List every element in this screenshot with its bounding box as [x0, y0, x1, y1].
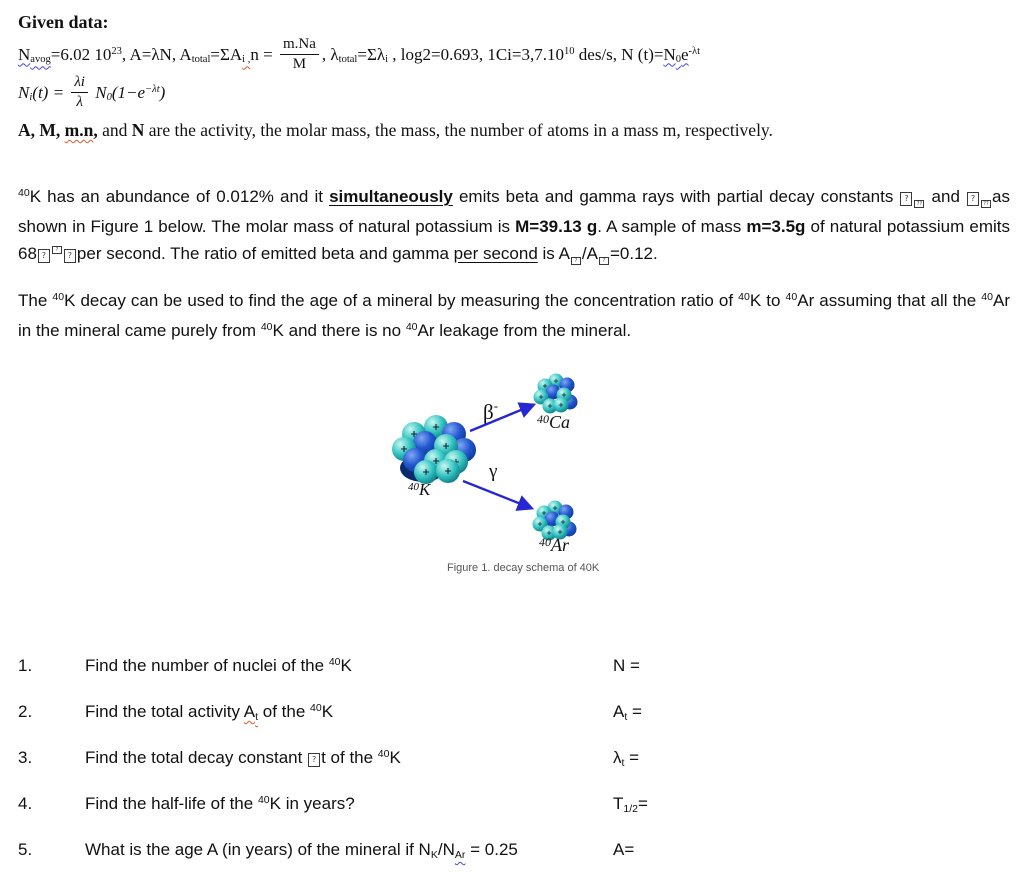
question-answer: T1/2= [613, 794, 648, 815]
beta-label: β- [483, 398, 499, 424]
formula-left: Ni(t) = [18, 82, 69, 104]
fraction-denominator: λ [76, 94, 83, 110]
decay-figure [380, 371, 640, 586]
beta-arrow [470, 405, 533, 431]
question-row [18, 836, 1010, 866]
k-label: $^{40}$K [408, 480, 431, 499]
figure-caption: Figure 1. decay schema of 40K [447, 562, 600, 574]
question-row [18, 652, 1010, 682]
ca-label: $^{40}$Ca [537, 412, 571, 432]
given-data-line [18, 37, 1010, 72]
question-number: 5. [18, 840, 33, 859]
question-row [18, 790, 1010, 820]
question-answer: N = [613, 656, 640, 675]
question-number: 3. [18, 748, 33, 767]
fraction-denominator: M [292, 56, 307, 72]
given-data-section [18, 12, 1010, 141]
nucleus-ca [534, 374, 578, 414]
fraction-lambdai-over-lambda [71, 75, 88, 110]
fraction-mna-over-m [280, 37, 319, 72]
fraction-numerator: m.Na [280, 37, 319, 55]
question-text: What is the age A (in years) of the mineral if NK/NAr = 0.25 [85, 840, 518, 861]
ni-formula [18, 75, 1010, 110]
question-answer: λt = [613, 748, 640, 769]
question-number: 2. [18, 702, 33, 721]
given-data-line-left: Navog=6.02 $10^{23}$, A=λN, Atotal=ΣAi ,n = [18, 44, 277, 66]
question-text: Find the number of nuclei of the $^{40}$K [85, 656, 352, 675]
question-text: Find the total decay constant ? t of the $^{40}$K [85, 748, 401, 767]
variables-description: A, M, m.n, and N are the activity, the molar mass, the mass, the number of atoms in a mass m, respectively. [18, 120, 773, 140]
question-answer: A= [613, 840, 635, 859]
question-answer: At = [613, 702, 642, 723]
nucleus-k [392, 415, 476, 484]
given-data-line-right: , λtotal=Σλi , log2=0.693, $1Ci=3,7.10^{10}$ des/s, N $(t)=N0e^{-\lambda t}$ [321, 44, 701, 66]
question-number: 4. [18, 794, 33, 813]
question-row [18, 698, 1010, 728]
question-row [18, 744, 1010, 774]
problem-paragraph: $^{40}$K has an abundance of 0.012% and it simultaneously emits beta and gamma rays with partial decay constants ??? and ??? as shown in Figure 1 below. The molar mass of natural potassium is M=39.13 g. A sample of mass m=3.5g of natural potassium emits 68 ??? per second. The ratio of emitted beta and gamma per second is A ? /A ? =0.12. [18, 187, 1011, 264]
context-paragraph: The $^{40}$K decay can be used to find the age of a mineral by measuring the concentration ratio of $^{40}$K to $^{40}$Ar assuming that all the $^{40}$Ar in the mineral came purely from $^{40}$K and there is no $^{40}$Ar leakage from the mineral. [18, 291, 1010, 340]
question-text: Find the total activity At of the $^{40}$K [85, 702, 334, 723]
formula-right: $N0(1-e^{-\lambda t})$ [90, 82, 166, 104]
gamma-label: γ [489, 461, 498, 482]
question-number: 1. [18, 656, 33, 675]
given-data-heading: Given data: [18, 12, 109, 32]
ar-label: $^{40}$Ar [539, 535, 569, 555]
question-text: Find the half-life of the $^{40}$K in years? [85, 794, 355, 813]
gamma-arrow [463, 481, 531, 508]
questions-list [18, 652, 1010, 880]
fraction-numerator: λi [71, 75, 88, 93]
